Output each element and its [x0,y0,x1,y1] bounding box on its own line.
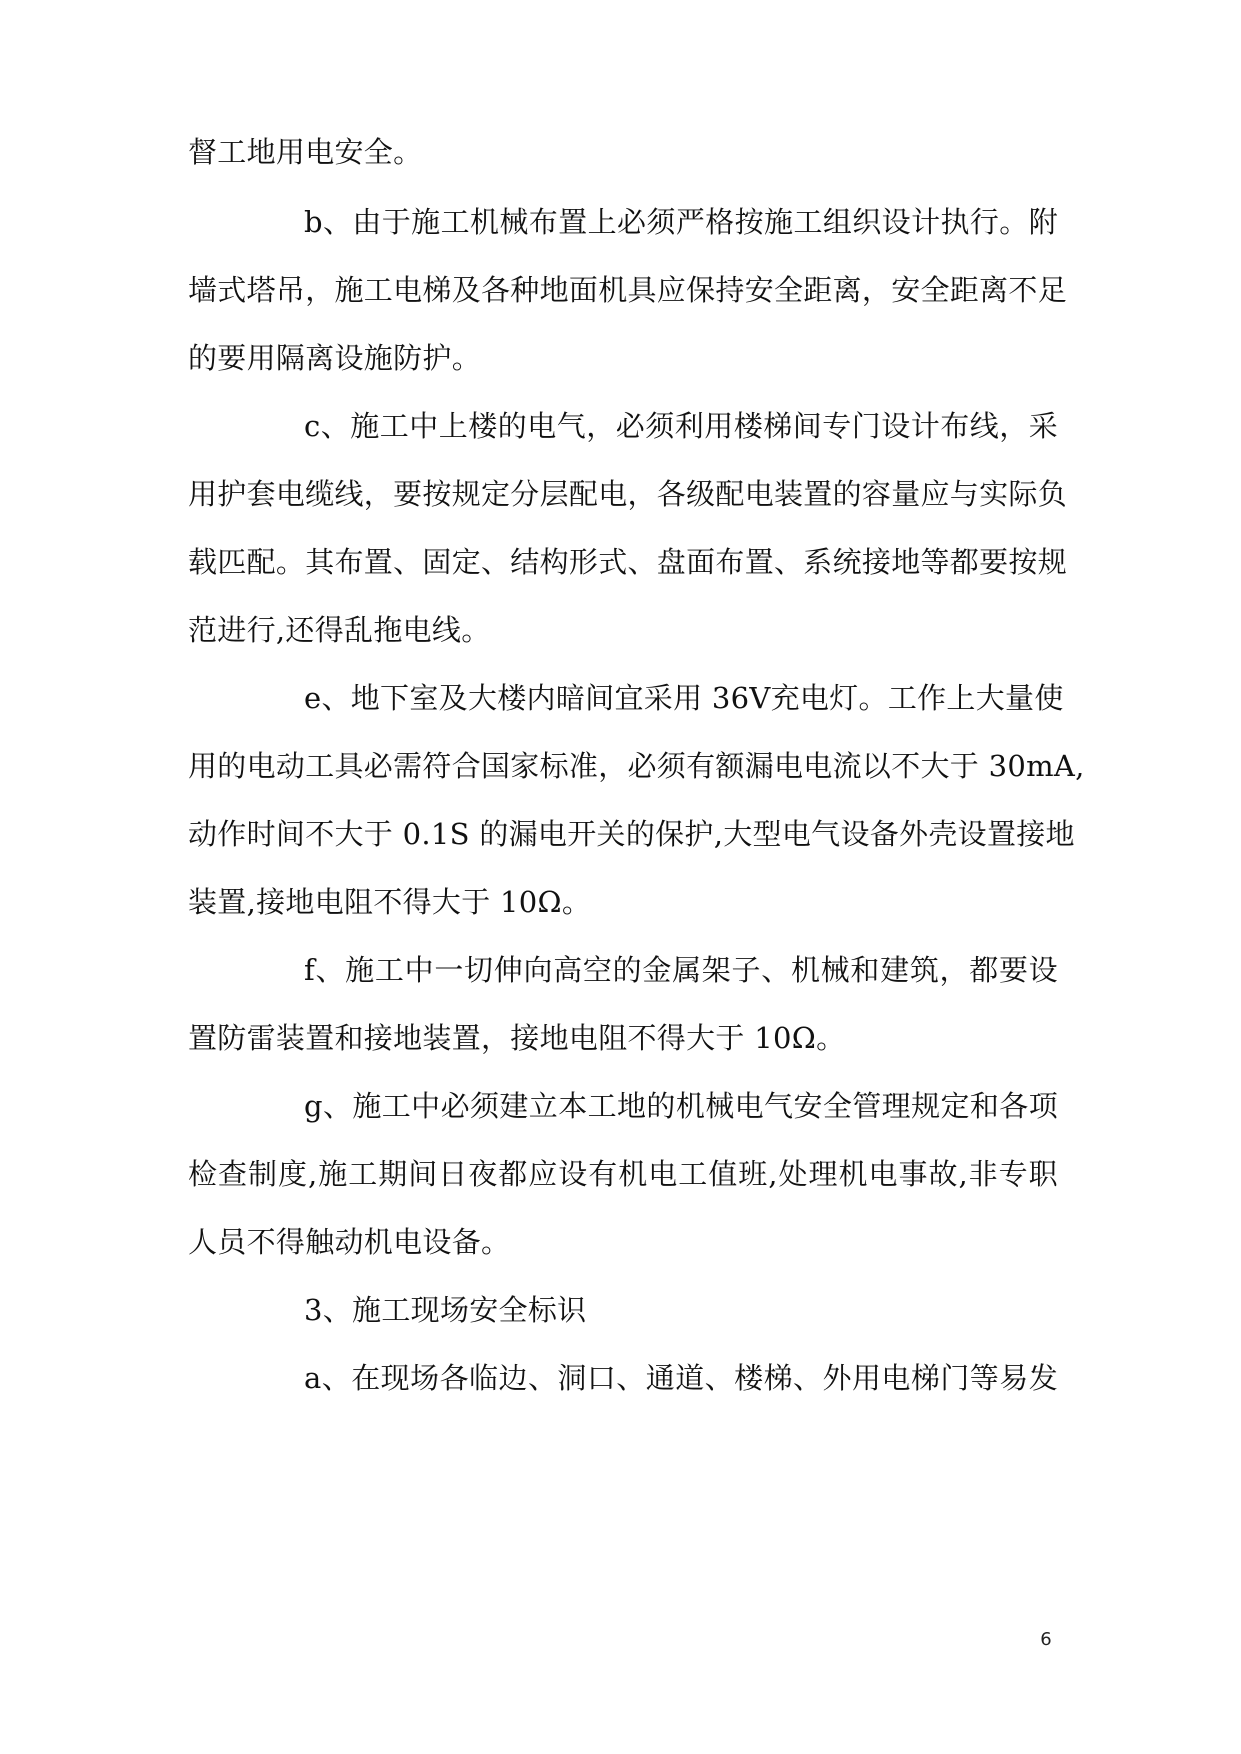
section-heading-safety-signs: 3、施工现场安全标识 [304,1293,587,1327]
text-line-3: 墙式塔吊，施工电梯及各种地面机具应保持安全距离，安全距离不足 [188,273,1068,307]
text-line-13: f、施工中一切伸向高空的金属架子、机械和建筑，都要设 [304,953,1058,987]
text-line-2: b、由于施工机械布置上必须严格按施工组织设计执行。附 [304,205,1058,239]
text-line-8: 范进行,还得乱拖电线。 [188,613,491,647]
text-line-16: 检查制度,施工期间日夜都应设有机电工值班,处理机电事故,非专职 [188,1157,1058,1191]
text-line-6: 用护套电缆线，要按规定分层配电，各级配电装置的容量应与实际负 [188,477,1068,511]
text-line-14: 置防雷装置和接地装置，接地电阻不得大于 10Ω。 [188,1021,846,1055]
text-line-12: 装置,接地电阻不得大于 10Ω。 [188,885,592,919]
text-line-9: e、地下室及大楼内暗间宜采用 36Ⅴ充电灯。工作上大量使 [304,681,1064,715]
text-line-5: c、施工中上楼的电气，必须利用楼梯间专门设计布线，采 [304,409,1058,443]
text-line-11: 动作时间不大于 0.1S 的漏电开关的保护,大型电气设备外壳设置接地 [188,817,1075,851]
text-line-17: 人员不得触动机电设备。 [188,1225,511,1259]
text-line-15: g、施工中必须建立本工地的机械电气安全管理规定和各项 [304,1089,1058,1123]
text-line-4: 的要用隔离设施防护。 [188,341,482,375]
text-line-19: a、在现场各临边、洞口、通道、楼梯、外用电梯门等易发 [304,1361,1058,1395]
text-line-7: 载匹配。其布置、固定、结构形式、盘面布置、系统接地等都要按规 [188,545,1068,579]
text-line-1: 督工地用电安全。 [188,135,423,169]
text-line-10: 用的电动工具必需符合国家标准，必须有额漏电电流以不大于 30mA, [188,749,1085,783]
page-number: 6 [1040,1629,1052,1650]
